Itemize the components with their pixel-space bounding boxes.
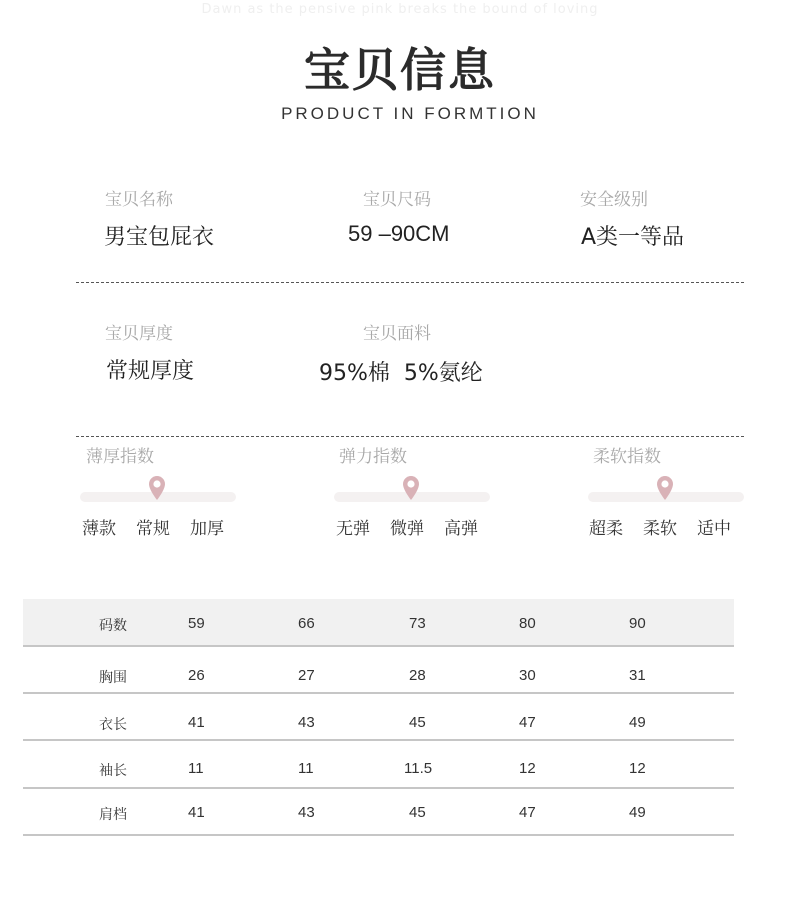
location-pin-icon	[148, 475, 166, 501]
table-cell: 袖长	[99, 763, 127, 779]
name-value: 男宝包屁衣	[104, 225, 215, 250]
page-title: 宝贝信息	[304, 43, 496, 97]
elasticity-option: 高弹	[444, 519, 478, 539]
table-row	[23, 694, 734, 741]
table-cell: 41	[188, 714, 205, 731]
table-cell: 12	[629, 760, 646, 777]
divider	[76, 436, 744, 437]
table-cell: 66	[298, 615, 315, 632]
table-row	[23, 789, 734, 836]
table-cell: 胸围	[99, 670, 127, 686]
table-row	[23, 741, 734, 789]
table-cell: 43	[298, 714, 315, 731]
table-header-row	[23, 599, 734, 647]
table-cell: 12	[519, 760, 536, 777]
table-cell: 11.5	[404, 760, 433, 777]
table-cell: 49	[629, 804, 646, 821]
size-label: 宝贝尺码	[363, 190, 431, 210]
name-label: 宝贝名称	[105, 190, 173, 210]
table-cell: 47	[519, 804, 536, 821]
fabric-value: 95%棉 5%氨纶	[319, 361, 483, 386]
table-cell: 27	[298, 667, 315, 684]
table-cell: 59	[188, 615, 205, 632]
thickness-option-selected: 常规	[136, 519, 170, 539]
table-cell: 80	[519, 615, 536, 632]
table-cell: 45	[409, 804, 426, 821]
table-cell: 41	[188, 804, 205, 821]
table-cell: 衣长	[99, 717, 127, 733]
thickness-label: 宝贝厚度	[105, 324, 173, 344]
elasticity-option: 无弹	[336, 519, 370, 539]
thickness-option: 薄款	[82, 519, 116, 539]
table-cell: 73	[409, 615, 426, 632]
divider	[76, 282, 744, 283]
location-pin-icon	[402, 475, 420, 501]
table-cell: 11	[188, 760, 204, 777]
elasticity-option-selected: 微弹	[390, 519, 424, 539]
table-cell: 11	[298, 760, 314, 777]
location-pin-icon	[656, 475, 674, 501]
table-cell: 码数	[99, 618, 127, 634]
size-value: 59 –90CM	[348, 221, 450, 246]
softness-index-title: 柔软指数	[593, 447, 661, 467]
table-cell: 26	[188, 667, 205, 684]
thickness-index-title: 薄厚指数	[86, 447, 154, 467]
table-cell: 43	[298, 804, 315, 821]
elasticity-index-title: 弹力指数	[339, 447, 407, 467]
safety-label: 安全级别	[580, 190, 648, 210]
table-cell: 30	[519, 667, 536, 684]
table-cell: 49	[629, 714, 646, 731]
table-cell: 47	[519, 714, 536, 731]
thickness-option: 加厚	[190, 519, 224, 539]
table-cell: 45	[409, 714, 426, 731]
softness-option: 超柔	[589, 519, 623, 539]
table-row	[23, 647, 734, 694]
faint-top-text: Dawn as the pensive pink breaks the bound of loving	[201, 2, 599, 17]
size-table	[23, 599, 734, 836]
table-cell: 90	[629, 615, 646, 632]
table-cell: 肩档	[99, 807, 127, 823]
softness-option-selected: 柔软	[643, 519, 677, 539]
fabric-label: 宝贝面料	[363, 324, 431, 344]
table-cell: 31	[629, 667, 646, 684]
page-subtitle: PRODUCT IN FORMTION	[281, 104, 539, 123]
thickness-value: 常规厚度	[106, 359, 195, 384]
softness-option: 适中	[697, 519, 731, 539]
safety-value: A类一等品	[581, 225, 685, 250]
table-cell: 28	[409, 667, 426, 684]
